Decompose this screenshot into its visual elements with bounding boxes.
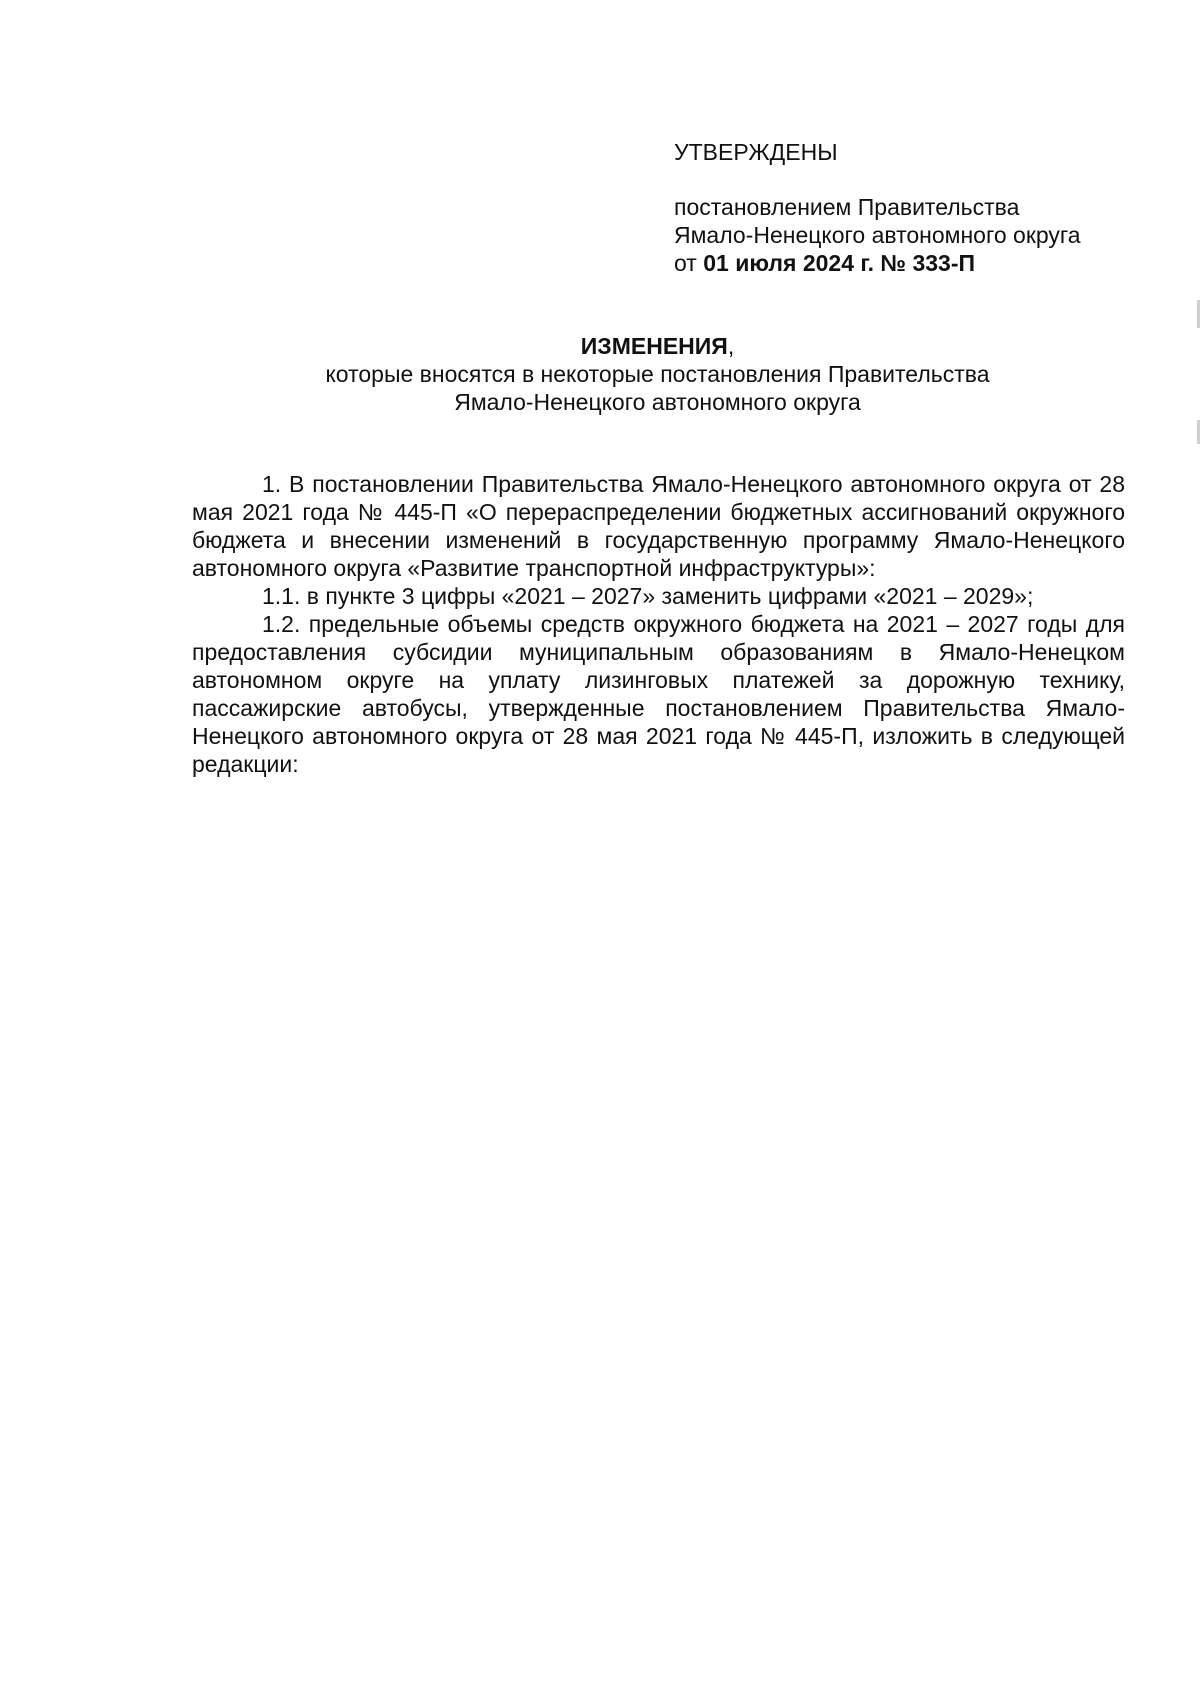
- paragraph-1-2: 1.2. предельные объемы средств окружного бюджета на 2021 – 2027 годы для предоставления субсидии муниципальным образованиям в Ямало-Ненецком автономном округе на уплату лизинговых платежей за дорожную технику, пассажирские автобусы, утвержденные постановлением Правительства Ямало-Ненецкого автономного округа от 28 мая 2021 года № 445-П, изложить в следующей редакции:: [192, 611, 1125, 777]
- approval-line-1: постановлением Правительства: [674, 194, 1020, 220]
- document-heading: ИЗМЕНЕНИЯ: [580, 333, 728, 359]
- approval-date-prefix: от: [674, 250, 704, 276]
- document-heading-line: [190, 332, 1125, 360]
- approval-label: УТВЕРЖДЕНЫ: [674, 139, 838, 165]
- document-body: [192, 470, 1125, 778]
- approval-date-value: 01 июля 2024 г. № 333-П: [703, 250, 976, 276]
- document-subtitle-line-2: Ямало-Ненецкого автономного округа: [454, 389, 861, 415]
- title-block: [190, 332, 1125, 416]
- document-subtitle-line-1: которые вносятся в некоторые постановления Правительства: [325, 361, 990, 387]
- paragraph-1: 1. В постановлении Правительства Ямало-Ненецкого автономного округа от 28 мая 2021 года № 445-П «О перераспределении бюджетных ассигнований окружного бюджета и внесении изменений в государственную программу Ямало-Ненецкого автономного округа «Развитие транспортной инфраструктуры»:: [192, 471, 1125, 581]
- approval-date-line: [674, 249, 1154, 277]
- paragraph-1-1: 1.1. в пункте 3 цифры «2021 – 2027» заменить цифрами «2021 – 2029»;: [262, 583, 1034, 609]
- approval-block: [674, 138, 1154, 277]
- document-heading-suffix: ,: [727, 333, 735, 359]
- approval-line-2: Ямало-Ненецкого автономного округа: [674, 222, 1081, 248]
